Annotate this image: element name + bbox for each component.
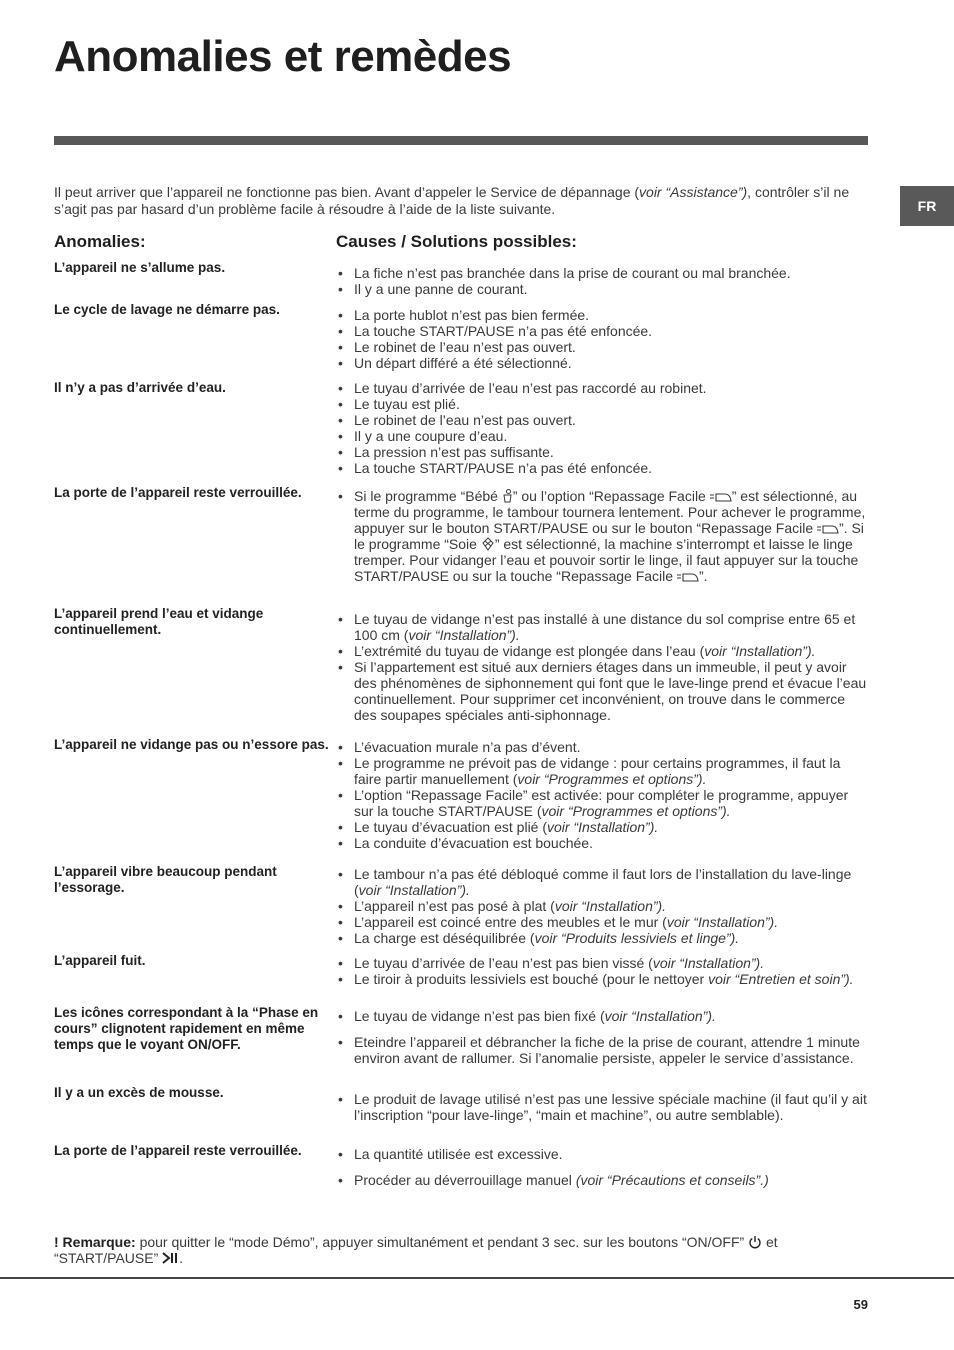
anomaly-label: Le cycle de lavage ne démarre pas. — [54, 302, 280, 317]
cause-list — [338, 866, 870, 946]
cause-item: • Le tuyau d’évacuation est plié (voir “Installation”). — [338, 819, 870, 835]
easy-iron-icon — [677, 571, 699, 583]
cause-item: • Eteindre l’appareil et débrancher la fiche de la prise de courant, attendre 1 minute environ avant de rallumer. Si l’anomalie persiste, appeler le service d’assistance. — [338, 1034, 870, 1066]
cause-list — [338, 739, 870, 851]
anomaly-label: Il n’y a pas d’arrivée d’eau. — [54, 380, 226, 395]
start-pause-icon — [162, 1251, 179, 1265]
cause-list — [338, 265, 870, 297]
cause-list — [338, 611, 870, 723]
cause-item: • Le programme ne prévoit pas de vidange : pour certains programmes, il faut la faire partir manuellement (voir “Programmes et options”). — [338, 755, 870, 787]
cause-item: • L’évacuation murale n’a pas d’évent. — [338, 739, 870, 755]
cause-list — [338, 1146, 870, 1162]
cause-item: • La fiche n’est pas branchée dans la prise de courant ou mal branchée. — [338, 265, 870, 281]
anomaly-label: L’appareil prend l’eau et vidange continuellement. — [54, 606, 264, 637]
cause-item: • Si le programme “Bébé ” ou l’option “Repassage Facile ” est sélectionné, au terme du programme, le tambour tournera lentement. Pour achever le programme, appuyer sur le bouton START/PAUSE ou sur le bouton “Repassage Facile ”. Si le programme “Soie ” est sélectionné, la machine s’interrompt et laisse le linge tremper. Pour vidanger l’eau et pouvoir sortir le linge, il faut appuyer sur la touche START/PAUSE ou sur la touche “Repassage Facile ”. — [338, 488, 870, 584]
anomaly-label: L’appareil ne s’allume pas. — [54, 260, 226, 275]
cause-list — [338, 955, 870, 987]
cause-item: • Le tuyau d’arrivée de l’eau n’est pas bien vissé (voir “Installation”). — [338, 955, 870, 971]
cause-list — [338, 488, 870, 584]
cause-item: • Si l’appartement est situé aux derniers étages dans un immeuble, il peut y avoir des phénomènes de siphonnement qui font que le lave-linge prend et évacue l’eau continuellement. Pour supprimer cet inconvénient, on trouve dans le commerce des soupapes spéciales anti-siphonnage. — [338, 659, 870, 723]
easy-iron-icon — [817, 523, 839, 535]
cause-item: • Le tiroir à produits lessiviels est bouché (pour le nettoyer voir “Entretien et soin”). — [338, 971, 870, 987]
cause-item: • La touche START/PAUSE n’a pas été enfoncée. — [338, 460, 870, 476]
cause-item: • Le tuyau d’arrivée de l’eau n’est pas raccordé au robinet. — [338, 380, 870, 396]
page-title: Anomalies et remèdes — [54, 32, 512, 81]
intro-reference: voir “Assistance”) — [639, 184, 748, 200]
cause-item: • Procéder au déverrouillage manuel (voir “Précautions et conseils”.) — [338, 1172, 870, 1188]
anomaly-label: Il y a un excès de mousse. — [54, 1085, 224, 1100]
footer-divider — [0, 1277, 954, 1279]
cause-list — [338, 1034, 870, 1066]
cause-item: • L’extrémité du tuyau de vidange est plongée dans l’eau (voir “Installation”). — [338, 643, 870, 659]
cause-item: • La charge est déséquilibrée (voir “Produits lessiviels et linge”). — [338, 930, 870, 946]
cause-item: • La conduite d’évacuation est bouchée. — [338, 835, 870, 851]
cause-item: • L’option “Repassage Facile” est activée: pour compléter le programme, appuyer sur la touche START/PAUSE (voir “Programmes et options”). — [338, 787, 870, 819]
cause-item: • La touche START/PAUSE n’a pas été enfoncée. — [338, 323, 870, 339]
intro-text: Il peut arriver que l’appareil ne fonctionne pas bien. Avant d’appeler le Service de dépannage ( — [54, 184, 640, 200]
intro-text-end: , contrôler s’il ne s’agit pas par hasard d’un problème facile à résoudre à l’aide de la liste suivante. — [54, 184, 850, 217]
baby-program-icon — [502, 489, 513, 503]
cause-list — [338, 1091, 870, 1123]
cause-item: • La quantité utilisée est excessive. — [338, 1146, 870, 1162]
cause-item: • Un départ différé a été sélectionné. — [338, 355, 870, 371]
anomaly-label: L’appareil ne vidange pas ou n’essore pas. — [54, 737, 329, 752]
cause-item: • Le produit de lavage utilisé n’est pas une lessive spéciale machine (il faut qu’il y ait l’inscription “pour lave-linge”, “main et machine”, ou autre semblable). — [338, 1091, 870, 1123]
cause-list — [338, 380, 870, 476]
cause-item: • La porte hublot n’est pas bien fermée. — [338, 307, 870, 323]
cause-item: • Le tuyau est plié. — [338, 396, 870, 412]
intro-paragraph — [54, 184, 872, 218]
cause-item: • L’appareil est coincé entre des meubles et le mur (voir “Installation”). — [338, 914, 870, 930]
title-divider — [54, 136, 868, 145]
anomaly-label: L’appareil vibre beaucoup pendant l’essorage. — [54, 864, 277, 895]
easy-iron-icon — [710, 491, 732, 503]
language-tab: FR — [900, 186, 954, 226]
cause-list — [338, 307, 870, 371]
cause-list — [338, 1172, 870, 1188]
silk-program-icon — [481, 537, 495, 551]
power-icon — [748, 1235, 762, 1249]
cause-item: • Le tuyau de vidange n’est pas bien fixé (voir “Installation”). — [338, 1008, 870, 1024]
cause-item: • Le robinet de l’eau n’est pas ouvert. — [338, 339, 870, 355]
anomaly-label: L’appareil fuit. — [54, 953, 146, 968]
cause-item: • Le tambour n’a pas été débloqué comme il faut lors de l’installation du lave-linge (voir “Installation”). — [338, 866, 870, 898]
cause-list — [338, 1008, 870, 1024]
anomaly-label: La porte de l’appareil reste verrouillée. — [54, 1143, 302, 1158]
cause-item: • L’appareil n’est pas posé à plat (voir “Installation”). — [338, 898, 870, 914]
causes-heading: Causes / Solutions possibles: — [336, 232, 577, 251]
cause-item: • Le robinet de l’eau n’est pas ouvert. — [338, 412, 870, 428]
cause-item: • Le tuyau de vidange n’est pas installé à une distance du sol comprise entre 65 et 100 cm (voir “Installation”). — [338, 611, 870, 643]
page-number: 59 — [853, 1297, 868, 1312]
anomaly-label: La porte de l’appareil reste verrouillée. — [54, 485, 302, 500]
anomalies-heading: Anomalies: — [54, 232, 146, 251]
remark-note: ! Remarque: pour quitter le “mode Démo”, appuyer simultanément et pendant 3 sec. sur les boutons “ON/OFF” et “START/PAUSE” . — [54, 1234, 778, 1266]
remark-label: ! Remarque: — [54, 1234, 136, 1250]
anomaly-label: Les icônes correspondant à la “Phase en cours” clignotent rapidement en même temps que le voyant ON/OFF. — [54, 1005, 319, 1052]
cause-item: • Il y a une panne de courant. — [338, 281, 870, 297]
cause-item: • Il y a une coupure d’eau. — [338, 428, 870, 444]
cause-item: • La pression n’est pas suffisante. — [338, 444, 870, 460]
